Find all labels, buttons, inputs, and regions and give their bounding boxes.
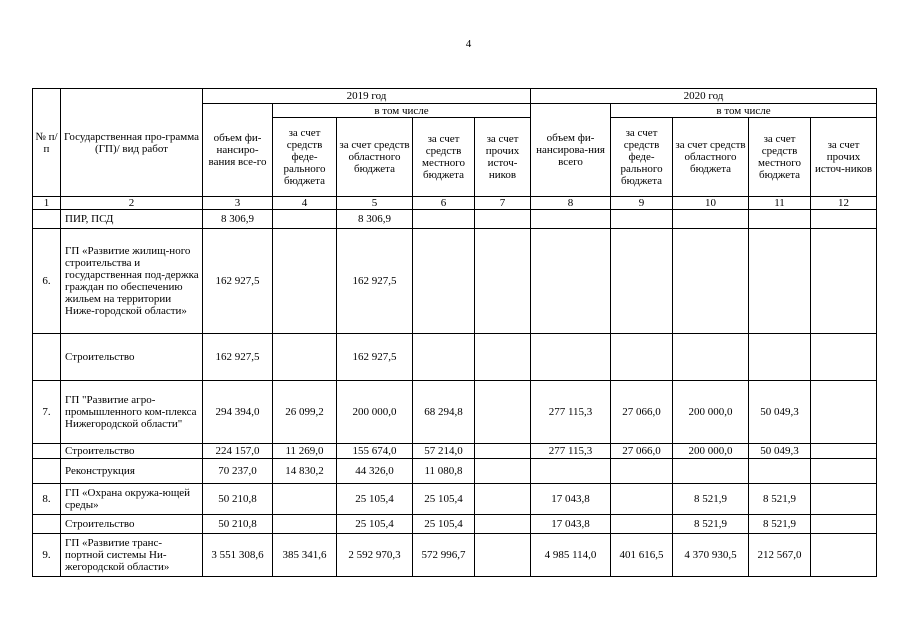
cell-total-2020 xyxy=(531,210,611,229)
table-row xyxy=(33,515,877,534)
row-program-name: Строительство xyxy=(61,444,203,459)
column-number: 8 xyxy=(531,197,611,210)
cell-total-2019: 162 927,5 xyxy=(203,334,273,381)
cell-regional-2020: 200 000,0 xyxy=(673,381,749,444)
cell-regional-2020: 8 521,9 xyxy=(673,484,749,515)
column-number: 7 xyxy=(475,197,531,210)
cell-local-2020: 212 567,0 xyxy=(749,534,811,577)
cell-local-2019: 25 105,4 xyxy=(413,484,475,515)
cell-local-2020 xyxy=(749,229,811,334)
cell-regional-2019: 200 000,0 xyxy=(337,381,413,444)
cell-federal-2020: 27 066,0 xyxy=(611,444,673,459)
cell-other-2019 xyxy=(475,534,531,577)
cell-federal-2020 xyxy=(611,459,673,484)
row-program-name: ПИР, ПСД xyxy=(61,210,203,229)
header-federal-2019: за счет средств феде-рального бюджета xyxy=(273,118,337,197)
header-including-2019: в том числе xyxy=(273,104,531,118)
cell-local-2020: 50 049,3 xyxy=(749,381,811,444)
cell-other-2019 xyxy=(475,229,531,334)
cell-local-2019 xyxy=(413,334,475,381)
cell-federal-2019: 385 341,6 xyxy=(273,534,337,577)
cell-regional-2019: 162 927,5 xyxy=(337,229,413,334)
cell-federal-2020 xyxy=(611,334,673,381)
cell-other-2020 xyxy=(811,459,877,484)
cell-regional-2019: 25 105,4 xyxy=(337,484,413,515)
cell-other-2020 xyxy=(811,334,877,381)
cell-other-2019 xyxy=(475,459,531,484)
row-program-name: ГП «Развитие жилищ-ного строительства и государственная под-держка граждан по обеспечению жильем на территории Ниже-городской области» xyxy=(61,229,203,334)
header-other-2020: за счет прочих источ-ников xyxy=(811,118,877,197)
row-number: 9. xyxy=(33,534,61,577)
row-number: 6. xyxy=(33,229,61,334)
row-number xyxy=(33,210,61,229)
cell-other-2020 xyxy=(811,534,877,577)
header-num: № п/п xyxy=(33,89,61,197)
cell-regional-2020: 200 000,0 xyxy=(673,444,749,459)
cell-local-2019: 57 214,0 xyxy=(413,444,475,459)
cell-other-2020 xyxy=(811,484,877,515)
cell-other-2020 xyxy=(811,515,877,534)
column-number: 5 xyxy=(337,197,413,210)
cell-federal-2019: 14 830,2 xyxy=(273,459,337,484)
row-program-name: Реконструкция xyxy=(61,459,203,484)
cell-regional-2019: 44 326,0 xyxy=(337,459,413,484)
table-row xyxy=(33,381,877,444)
cell-regional-2019: 162 927,5 xyxy=(337,334,413,381)
cell-local-2020: 8 521,9 xyxy=(749,484,811,515)
cell-regional-2019: 25 105,4 xyxy=(337,515,413,534)
row-number xyxy=(33,444,61,459)
cell-federal-2019: 26 099,2 xyxy=(273,381,337,444)
header-federal-2020: за счет средств феде-рального бюджета xyxy=(611,118,673,197)
cell-local-2019: 68 294,8 xyxy=(413,381,475,444)
row-program-name: ГП «Охрана окружа-ющей среды» xyxy=(61,484,203,515)
row-program-name: ГП "Развитие агро-промышленного ком-плекса Нижегородской области" xyxy=(61,381,203,444)
cell-total-2020: 17 043,8 xyxy=(531,515,611,534)
header-including-2020: в том числе xyxy=(611,104,877,118)
table-row xyxy=(33,444,877,459)
cell-local-2019: 11 080,8 xyxy=(413,459,475,484)
header-year-2020: 2020 год xyxy=(531,89,877,104)
cell-regional-2019: 155 674,0 xyxy=(337,444,413,459)
cell-other-2019 xyxy=(475,334,531,381)
column-number-row xyxy=(33,197,877,210)
column-number: 2 xyxy=(61,197,203,210)
cell-other-2020 xyxy=(811,229,877,334)
cell-regional-2019: 2 592 970,3 xyxy=(337,534,413,577)
header-regional-2019: за счет средств областного бюджета xyxy=(337,118,413,197)
cell-regional-2020: 4 370 930,5 xyxy=(673,534,749,577)
cell-federal-2020 xyxy=(611,515,673,534)
cell-local-2020 xyxy=(749,210,811,229)
cell-regional-2020 xyxy=(673,459,749,484)
cell-other-2020 xyxy=(811,444,877,459)
cell-regional-2020 xyxy=(673,334,749,381)
column-number: 4 xyxy=(273,197,337,210)
cell-local-2019: 572 996,7 xyxy=(413,534,475,577)
cell-federal-2019 xyxy=(273,229,337,334)
header-total-2020: объем фи-нансирова-ния всего xyxy=(531,104,611,197)
page-number: 4 xyxy=(465,38,472,50)
table-row xyxy=(33,459,877,484)
cell-total-2020 xyxy=(531,459,611,484)
table-row xyxy=(33,229,877,334)
cell-local-2019: 25 105,4 xyxy=(413,515,475,534)
cell-total-2019: 162 927,5 xyxy=(203,229,273,334)
cell-federal-2020: 27 066,0 xyxy=(611,381,673,444)
cell-total-2020: 17 043,8 xyxy=(531,484,611,515)
cell-local-2020 xyxy=(749,459,811,484)
cell-federal-2019: 11 269,0 xyxy=(273,444,337,459)
table-row xyxy=(33,334,877,381)
header-local-2020: за счет средств местного бюджета xyxy=(749,118,811,197)
cell-other-2020 xyxy=(811,381,877,444)
header-regional-2020: за счет средств областного бюджета xyxy=(673,118,749,197)
cell-regional-2019: 8 306,9 xyxy=(337,210,413,229)
row-number: 8. xyxy=(33,484,61,515)
table-row xyxy=(33,484,877,515)
row-program-name: Строительство xyxy=(61,515,203,534)
cell-federal-2020 xyxy=(611,210,673,229)
cell-federal-2019 xyxy=(273,484,337,515)
cell-local-2020: 50 049,3 xyxy=(749,444,811,459)
cell-other-2019 xyxy=(475,484,531,515)
column-number: 11 xyxy=(749,197,811,210)
column-number: 10 xyxy=(673,197,749,210)
table-row xyxy=(33,210,877,229)
header-program: Государственная про-грамма (ГП)/ вид работ xyxy=(61,89,203,197)
cell-regional-2020 xyxy=(673,229,749,334)
cell-total-2019: 50 210,8 xyxy=(203,515,273,534)
cell-total-2019: 224 157,0 xyxy=(203,444,273,459)
row-number xyxy=(33,515,61,534)
cell-other-2019 xyxy=(475,210,531,229)
table-row xyxy=(33,534,877,577)
cell-other-2020 xyxy=(811,210,877,229)
cell-total-2020 xyxy=(531,229,611,334)
cell-total-2019: 50 210,8 xyxy=(203,484,273,515)
column-number: 1 xyxy=(33,197,61,210)
header-year-2019: 2019 год xyxy=(203,89,531,104)
cell-regional-2020 xyxy=(673,210,749,229)
cell-total-2020 xyxy=(531,334,611,381)
cell-total-2020: 277 115,3 xyxy=(531,444,611,459)
cell-local-2019 xyxy=(413,210,475,229)
row-number xyxy=(33,334,61,381)
column-number: 6 xyxy=(413,197,475,210)
cell-local-2019 xyxy=(413,229,475,334)
cell-federal-2019 xyxy=(273,334,337,381)
cell-federal-2020: 401 616,5 xyxy=(611,534,673,577)
cell-federal-2019 xyxy=(273,515,337,534)
row-program-name: Строительство xyxy=(61,334,203,381)
column-number: 9 xyxy=(611,197,673,210)
cell-other-2019 xyxy=(475,515,531,534)
cell-total-2019: 294 394,0 xyxy=(203,381,273,444)
cell-total-2020: 277 115,3 xyxy=(531,381,611,444)
header-total-2019: объем фи-нансиро-вания все-го xyxy=(203,104,273,197)
cell-federal-2019 xyxy=(273,210,337,229)
header-other-2019: за счет прочих источ-ников xyxy=(475,118,531,197)
header-local-2019: за счет средств местного бюджета xyxy=(413,118,475,197)
cell-regional-2020: 8 521,9 xyxy=(673,515,749,534)
cell-local-2020: 8 521,9 xyxy=(749,515,811,534)
cell-other-2019 xyxy=(475,381,531,444)
cell-total-2019: 8 306,9 xyxy=(203,210,273,229)
row-number xyxy=(33,459,61,484)
cell-federal-2020 xyxy=(611,229,673,334)
cell-total-2019: 3 551 308,6 xyxy=(203,534,273,577)
column-number: 12 xyxy=(811,197,877,210)
cell-federal-2020 xyxy=(611,484,673,515)
cell-local-2020 xyxy=(749,334,811,381)
budget-table xyxy=(32,88,877,577)
row-number: 7. xyxy=(33,381,61,444)
row-program-name: ГП «Развитие транс-портной системы Ни-жегородской области» xyxy=(61,534,203,577)
cell-other-2019 xyxy=(475,444,531,459)
cell-total-2020: 4 985 114,0 xyxy=(531,534,611,577)
column-number: 3 xyxy=(203,197,273,210)
cell-total-2019: 70 237,0 xyxy=(203,459,273,484)
